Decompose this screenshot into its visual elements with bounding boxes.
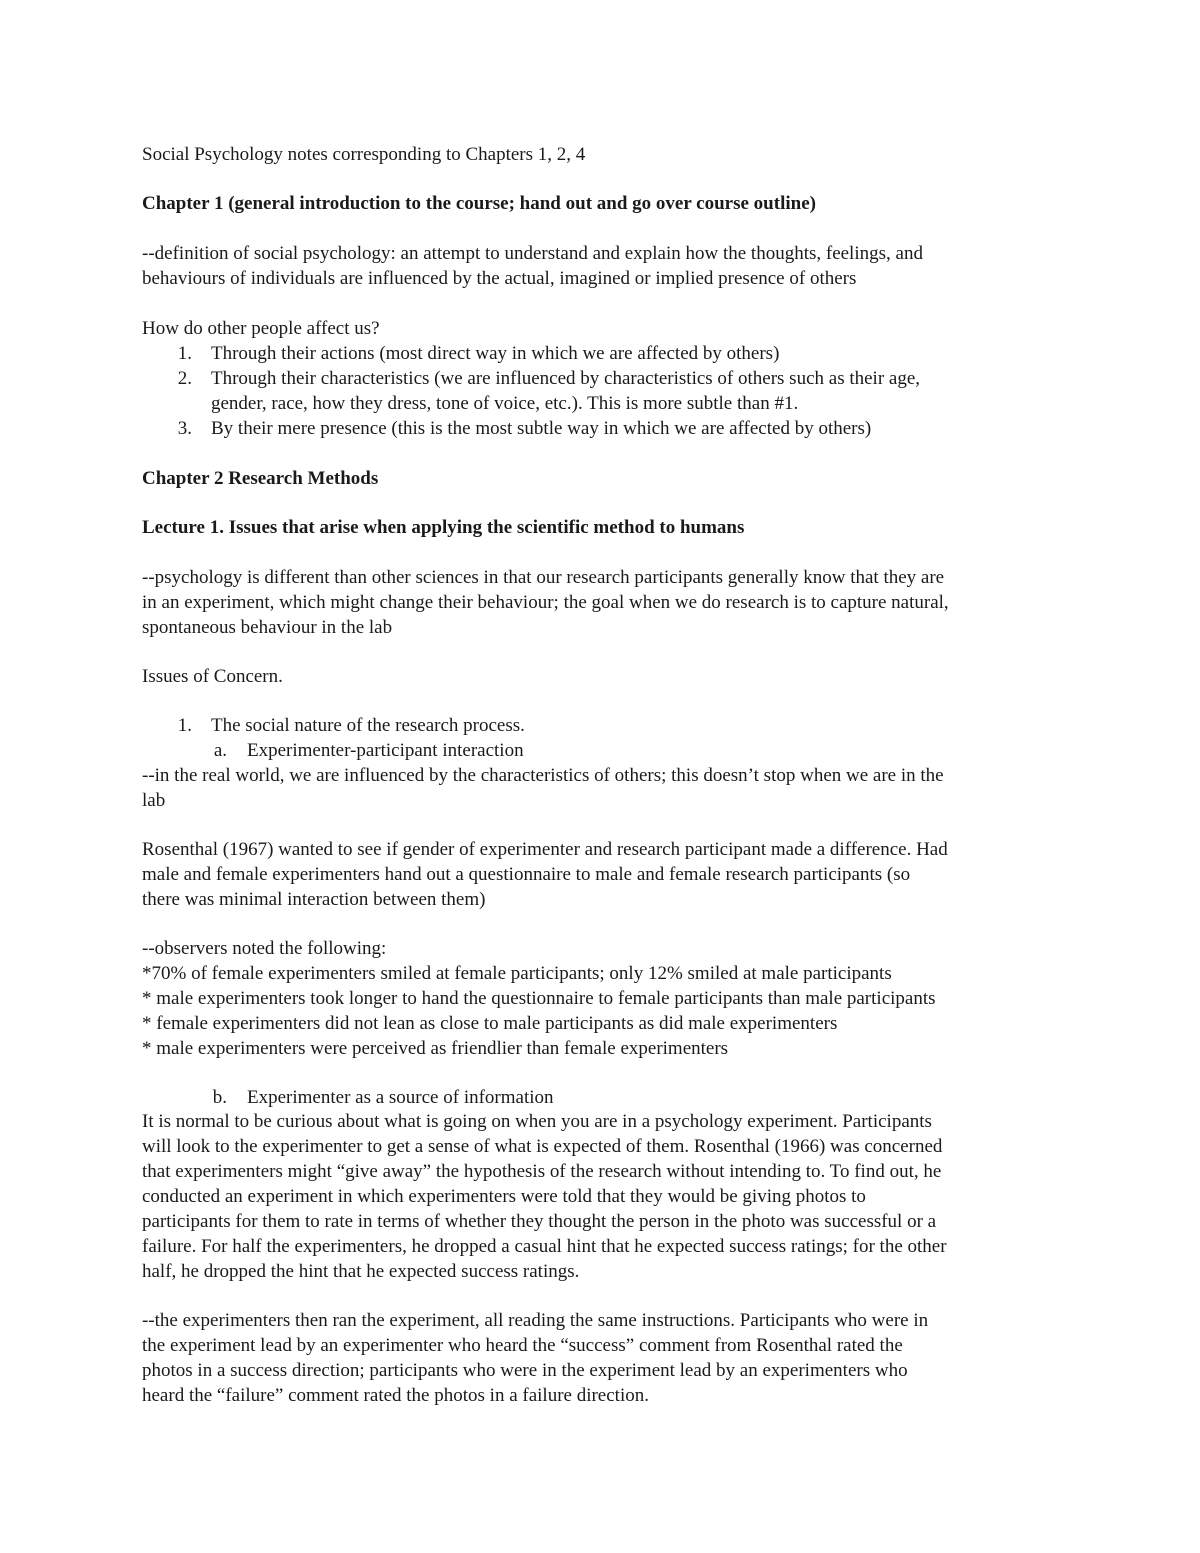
- sub-item: Experimenter-participant interaction: [247, 740, 524, 761]
- sub-item-letter: a.: [213, 740, 227, 761]
- rosenthal-1967-line: there was minimal interaction between them): [142, 889, 486, 910]
- rosenthal-1967-line: male and female experimenters hand out a questionnaire to male and female research participants (so: [142, 864, 911, 885]
- chapter2-heading: Chapter 2 Research Methods: [142, 468, 379, 489]
- question-line: How do other people affect us?: [142, 318, 380, 339]
- real-world-line: --in the real world, we are influenced by the characteristics of others; this doesn’t stop when we are in the: [142, 765, 944, 786]
- list-number: 1.: [177, 715, 192, 736]
- info-line: It is normal to be curious about what is going on when you are in a psychology experiment. Participants: [142, 1111, 932, 1132]
- issues-label: Issues of Concern.: [142, 666, 283, 687]
- definition-line: behaviours of individuals are influenced by the actual, imagined or implied presence of others: [142, 268, 857, 289]
- document-title: Social Psychology notes corresponding to Chapters 1, 2, 4: [142, 144, 586, 165]
- list-number: 1.: [177, 343, 192, 364]
- info-line: will look to the experimenter to get a sense of what is expected of them. Rosenthal (1966) was concerned: [142, 1136, 943, 1157]
- issue-item: The social nature of the research process.: [211, 715, 525, 736]
- list-item: Through their characteristics (we are influenced by characteristics of others such as their age,: [211, 368, 921, 389]
- sub-item-letter: b.: [212, 1087, 227, 1108]
- info-line: conducted an experiment in which experimenters were told that they would be giving photos to: [142, 1186, 866, 1207]
- result-line: --the experimenters then ran the experiment, all reading the same instructions. Participants who were in: [142, 1310, 929, 1331]
- observation-bullet: *70% of female experimenters smiled at female participants; only 12% smiled at male participants: [142, 963, 892, 984]
- real-world-line: lab: [142, 790, 166, 811]
- info-line: participants for them to rate in terms of whether they thought the person in the photo was successful or a: [142, 1211, 937, 1232]
- list-number: 3.: [177, 418, 192, 439]
- info-line: half, he dropped the hint that he expected success ratings.: [142, 1261, 580, 1282]
- intro-line: in an experiment, which might change their behaviour; the goal when we do research is to capture natural,: [142, 592, 949, 613]
- list-item: By their mere presence (this is the most subtle way in which we are affected by others): [211, 418, 872, 439]
- chapter1-heading: Chapter 1 (general introduction to the course; hand out and go over course outline): [142, 193, 816, 214]
- intro-line: --psychology is different than other sciences in that our research participants generally know that they are: [142, 567, 945, 588]
- observation-bullet: * male experimenters took longer to hand the questionnaire to female participants than male participants: [142, 988, 936, 1009]
- lecture-heading: Lecture 1. Issues that arise when applying the scientific method to humans: [142, 517, 745, 538]
- intro-line: spontaneous behaviour in the lab: [142, 617, 393, 638]
- result-line: the experiment lead by an experimenter who heard the “success” comment from Rosenthal rated the: [142, 1335, 903, 1356]
- info-line: that experimenters might “give away” the hypothesis of the research without intending to. To find out, he: [142, 1161, 942, 1182]
- result-line: heard the “failure” comment rated the photos in a failure direction.: [142, 1385, 649, 1406]
- observation-bullet: * female experimenters did not lean as close to male participants as did male experimenters: [142, 1013, 838, 1034]
- sub-item: Experimenter as a source of information: [247, 1087, 554, 1108]
- observation-bullet: * male experimenters were perceived as friendlier than female experimenters: [142, 1038, 729, 1059]
- rosenthal-1967-line: Rosenthal (1967) wanted to see if gender of experimenter and research participant made a difference. Had: [142, 839, 948, 860]
- list-item: Through their actions (most direct way in which we are affected by others): [211, 343, 780, 364]
- list-number: 2.: [177, 368, 192, 389]
- result-line: photos in a success direction; participants who were in the experiment lead by an experimenters who: [142, 1360, 908, 1381]
- list-item-continuation: gender, race, how they dress, tone of voice, etc.). This is more subtle than #1.: [211, 393, 799, 414]
- info-line: failure. For half the experimenters, he dropped a casual hint that he expected success ratings; for the other: [142, 1236, 947, 1257]
- observers-line: --observers noted the following:: [142, 938, 387, 959]
- definition-line: --definition of social psychology: an attempt to understand and explain how the thoughts, feelings, and: [142, 243, 923, 264]
